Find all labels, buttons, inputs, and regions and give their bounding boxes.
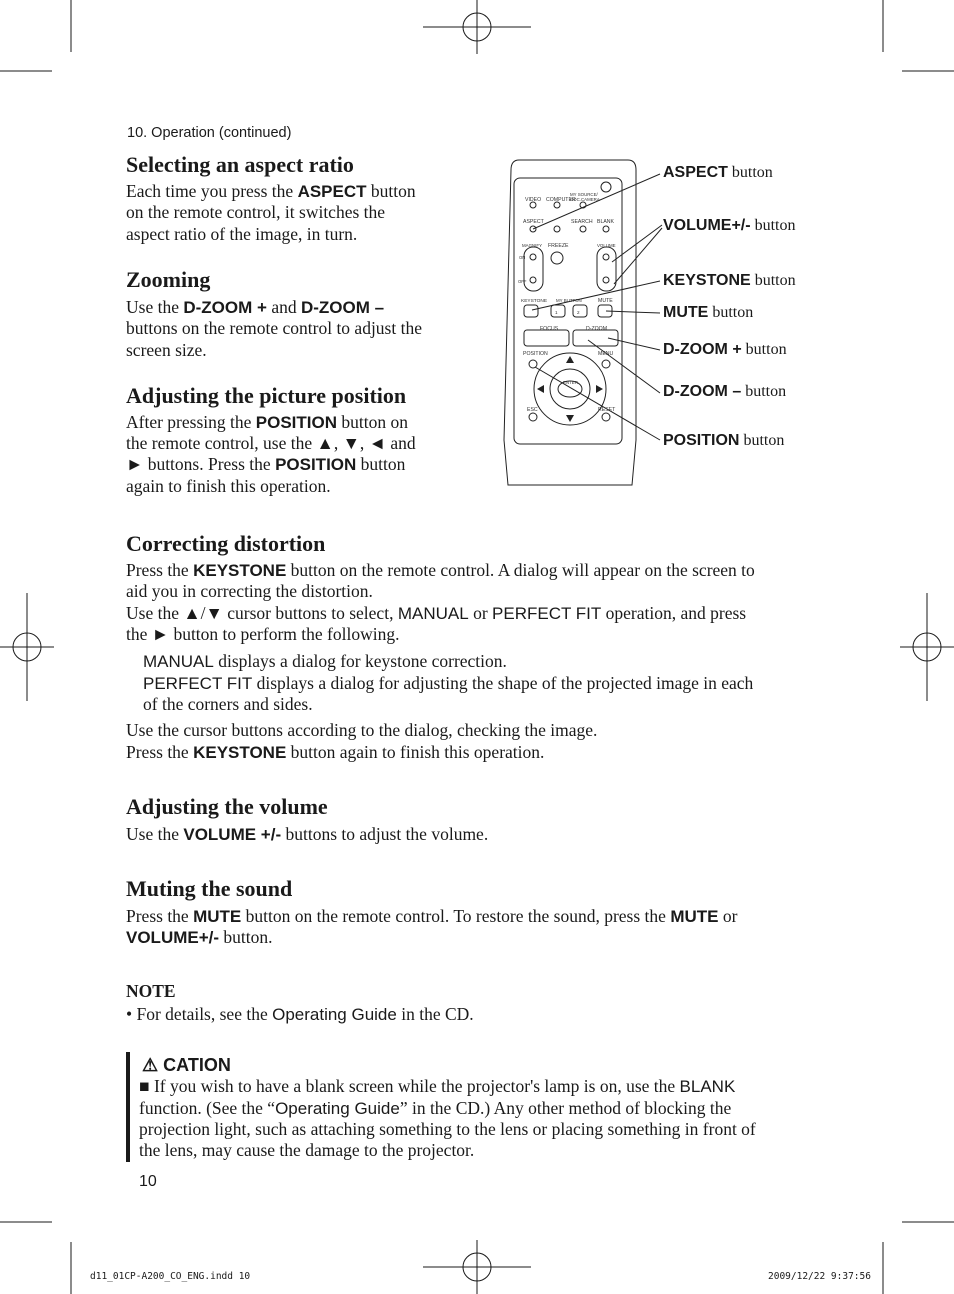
focus-rocker (524, 330, 569, 346)
caution-line-1: ■ If you wish to have a blank screen while the projector's lamp is on, use the BLANK (139, 1076, 736, 1096)
dzoom-plus-leader (608, 338, 660, 350)
note-text: • For details, see the Operating Guide in the CD. (126, 1004, 474, 1024)
distortion-line-3: Use the ▲/▼ cursor buttons to select, MANUAL or PERFECT FIT operation, and press (126, 603, 747, 623)
power-icon (601, 182, 611, 192)
volume-down-button (603, 277, 609, 283)
footer-timestamp: 2009/12/22 9:37:56 (768, 1271, 871, 1282)
remote-label-keystone: KEYSTONE (521, 299, 548, 304)
magnify-off-button (530, 277, 536, 283)
cursor-pad (534, 353, 606, 425)
label-aspect-button: ASPECT button (663, 164, 773, 181)
remote-label-position: POSITION (523, 351, 548, 357)
remote-label-on: ON (519, 255, 526, 260)
perfect-fit-description: PERFECT FIT displays a dialog for adjusting the shape of the projected image in each (143, 673, 754, 693)
remote-label-doc-camera: DOC.CAMERA (570, 197, 600, 202)
note-title: NOTE (126, 981, 176, 1001)
remote-label-search: SEARCH (571, 219, 593, 225)
page-number: 10 (139, 1173, 157, 1190)
remote-label-two: 2 (577, 310, 580, 315)
position-line-4: again to finish this operation. (126, 476, 331, 496)
remote-label-video: VIDEO (525, 197, 542, 203)
volume-leader-2 (614, 228, 662, 284)
remote-label-my-source: MY SOURCE/ (570, 192, 598, 197)
label-keystone-button: KEYSTONE button (663, 272, 796, 289)
caution-bar (126, 1052, 130, 1162)
zoom-line-2: buttons on the remote control to adjust the (126, 318, 422, 338)
remote-label-freeze: FREEZE (548, 243, 569, 249)
keystone-button (524, 305, 538, 317)
remote-label-enter: ENTER (563, 380, 578, 385)
caution-line-4: the lens, may cause the damage to the projector. (139, 1140, 475, 1160)
label-position-button: POSITION button (663, 432, 785, 449)
distortion-line-2: aid you in correcting the distortion. (126, 581, 373, 601)
label-volume-button: VOLUME+/- button (663, 217, 796, 234)
running-header: 10. Operation (continued) (127, 125, 292, 141)
volume-up-button (603, 254, 609, 260)
remote-label-magnify: MAGNIFY (522, 243, 543, 248)
position-line-2: the remote control, use the ▲, ▼, ◄ and (126, 433, 416, 453)
esc-button (529, 413, 537, 421)
my-button-2 (573, 305, 587, 317)
volume-paragraph: Use the VOLUME +/- buttons to adjust the volume. (126, 824, 489, 844)
label-dzoom-minus-button: D-ZOOM – button (663, 383, 787, 400)
position-line-3: ► buttons. Press the POSITION button (126, 454, 406, 474)
zoom-line-3: screen size. (126, 340, 207, 360)
caution-line-3: projection light, such as attaching something to the lens or placing something in front of (139, 1119, 756, 1139)
position-leader (535, 367, 660, 440)
keystone-leader (532, 281, 660, 310)
remote-label-off: OFF (518, 279, 527, 284)
search-button (580, 226, 586, 232)
remote-label-mute: MUTE (598, 298, 613, 304)
mute-line-2: VOLUME+/- button. (126, 927, 273, 947)
freeze-button (551, 252, 563, 264)
remote-label-computer: COMPUTER (546, 197, 576, 203)
menu-button (602, 360, 610, 368)
aspect-line-2: on the remote control, it switches the (126, 202, 386, 222)
aspect-line-3: aspect ratio of the image, in turn. (126, 224, 358, 244)
caution-line-2: function. (See the “Operating Guide” in the CD.) Any other method of blocking the (139, 1098, 732, 1118)
zoom-paragraph: Use the D-ZOOM + and D-ZOOM – (126, 297, 385, 317)
remote-label-volume: VOLUME (597, 243, 616, 248)
remote-label-reset: RESET (598, 407, 616, 413)
section-title-volume: Adjusting the volume (126, 794, 328, 819)
distortion-line-5: Use the cursor buttons according to the dialog, checking the image. (126, 720, 598, 740)
section-title-distortion: Correcting distortion (126, 531, 326, 556)
caution-heading (142, 1055, 231, 1076)
aspect-paragraph: Each time you press the ASPECT button (126, 181, 416, 201)
label-mute-button: MUTE button (663, 304, 754, 321)
perfect-fit-description-2: of the corners and sides. (143, 694, 313, 714)
remote-label-one: 1 (555, 310, 558, 315)
section-title-zoom: Zooming (126, 267, 211, 292)
remote-label-aspect: ASPECT (523, 219, 544, 225)
remote-panel (514, 178, 622, 444)
label-dzoom-plus-button: D-ZOOM + button (663, 341, 787, 358)
warning-icon: ⚠ (142, 1055, 159, 1075)
mute-leader (606, 311, 660, 313)
mute-line-1: Press the MUTE button on the remote control. To restore the sound, press the MUTE or (126, 906, 738, 926)
blank-button (603, 226, 609, 232)
remote-label-blank: BLANK (597, 219, 615, 225)
reset-button (602, 413, 610, 421)
cursor-arrows (537, 356, 603, 422)
position-paragraph: After pressing the POSITION button on (126, 412, 408, 432)
remote-label-esc: ESC (527, 407, 538, 413)
distortion-line-6: Press the KEYSTONE button again to finish this operation. (126, 742, 545, 762)
section-title-aspect: Selecting an aspect ratio (126, 152, 354, 177)
remote-label-my-button: MY BUTTON (556, 298, 582, 303)
position-button (529, 360, 537, 368)
distortion-line-1: Press the KEYSTONE button on the remote control. A dialog will appear on the screen to (126, 560, 755, 580)
section-title-position: Adjusting the picture position (126, 383, 407, 408)
remote-label-focus: FOCUS (540, 326, 559, 332)
magnify-on-button (530, 254, 536, 260)
manual-description: MANUAL displays a dialog for keystone correction. (143, 651, 507, 671)
remote-label-menu: MENU (598, 351, 614, 357)
my-button-1 (551, 305, 565, 317)
section-title-mute: Muting the sound (126, 876, 293, 901)
footer-file-info: d11_01CP-A200_CO_ENG.indd 10 (90, 1271, 251, 1282)
remote-body (504, 160, 636, 485)
remote-label-dzoom: D-ZOOM (586, 326, 608, 332)
dzoom-rocker (573, 330, 618, 346)
caution-title: CATION (163, 1055, 231, 1075)
distortion-line-4: the ► button to perform the following. (126, 624, 400, 644)
auto-button (554, 226, 560, 232)
cursor-pad-inner (550, 369, 590, 409)
